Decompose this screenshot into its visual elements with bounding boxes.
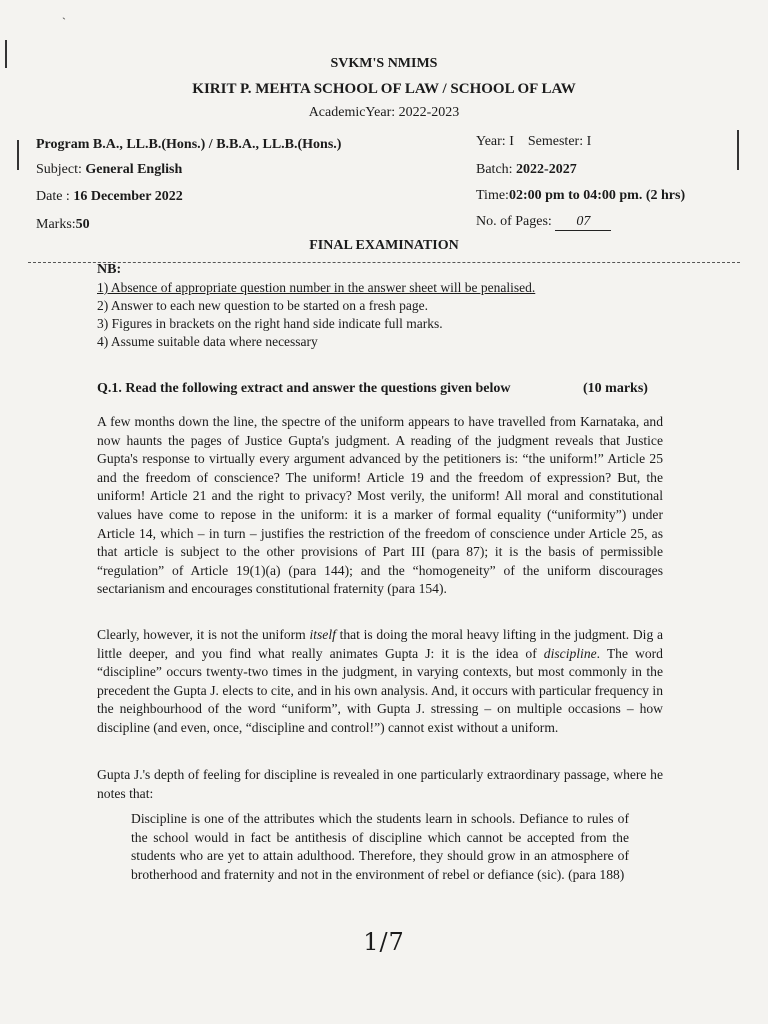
time-value: 02:00 pm to 04:00 pm. (2 hrs) [508,188,686,203]
page-number: 1/7 [363,928,405,956]
batch-label: Batch: [476,162,513,177]
exam-title: FINAL EXAMINATION [309,238,459,253]
subject-label: Subject: [36,162,82,177]
marks-line [36,217,90,233]
subject-line [36,162,182,178]
semester-label: Semester: [527,134,584,149]
year-semester-line [476,134,591,150]
p2-text-b: that is doing the moral heavy lifting in the judgment. Dig a little deeper, and you find what really animates Gupta J: it is the idea of [97,627,663,661]
scan-speck: ˏ [62,6,66,20]
batch-value: 2022-2027 [516,162,577,177]
header-divider [28,262,740,263]
date-line [36,189,183,205]
program-line [36,137,341,153]
year-value: I [509,134,514,149]
p2-emphasis-itself: itself [309,627,336,642]
academic-year: AcademicYear: 2022-2023 [308,105,460,120]
pages-value: 07 [555,214,611,231]
p2-text-c: . The word “discipline” occurs twenty-two times in the judgment, in varying contexts, but most commonly in the precedent the Gupta J. elects to cite, and in his own analysis. And, it occurs with particular frequency in the neighbourhood of the word “uniform”, with Gupta J. stressing – on multiple occasions – how discipline (and even, once, “discipline and control!”) cannot exist without a uniform. [97,645,663,735]
date-label: Date : [36,189,70,204]
pages-line [476,214,611,231]
question-marks: (10 marks) [583,381,648,396]
block-quote: Discipline is one of the attributes which the students learn in schools. Defiance to rules of the school would in fact be antithesis of discipline which cannot be accepted from the students who are yet to attain adulthood. Therefore, they should grow in an atmosphere of brotherhood and fraternity and not in the environment of rebel or defiance (sic). (para 188) [131,811,629,882]
p2-emphasis-discipline: discipline [543,645,597,661]
instruction-2: 2) Answer to each new question to be started on a fresh page. [97,298,429,313]
instruction-3: 3) Figures in brackets on the right hand side indicate full marks. [97,316,443,331]
batch-line [476,162,577,178]
pages-label: No. of Pages: [476,214,552,229]
institution-name: SVKM'S NMIMS [330,56,438,71]
semester-value: I [586,134,592,149]
extract-paragraph-1: A few months down the line, the spectre of the uniform appears to have travelled from Karnataka, and now haunts the pages of Justice Gupta's judgment. A reading of the judgment reveals that Justice Gupta's response to virtually every argument advanced by the petitioners is: “the uniform!” Article 25 and the freedom of conscience? The uniform! Article 19 and the freedom of expression? But, the uniform! Article 21 and the right to privacy? Most verily, the uniform! All moral and constitutional values have come to repose in the uniform: it is a marker of formal equality (“uniformity”) under Article 14, which – in turn – justifies the restriction of the freedom of conscience under Article 25, as that article is subject to the other provisions of Part III (para 87); it is the basis of permissible “regulation” of Article 19(1)(a) (para 144); and the “homogeneity” of the uniform discourages sectarianism and encourages constitutional fraternity (para 154). [97,414,663,597]
instructions-heading: NB: [97,262,122,277]
time-label: Time: [476,188,509,203]
program-value: B.A., LL.B.(Hons.) / B.B.A., LL.B.(Hons.) [92,137,342,152]
marks-label: Marks: [36,217,76,232]
subject-value: General English [85,162,183,177]
p2-text-a: Clearly, however, it is not the uniform [97,627,310,642]
year-label: Year: [476,134,506,149]
question-heading: Q.1. Read the following extract and answer the questions given below [97,381,511,396]
scan-edge-mark-right [737,130,739,170]
scan-edge-mark-left-2 [17,140,19,170]
date-value: 16 December 2022 [73,189,183,204]
marks-value: 50 [75,217,90,232]
instruction-4: 4) Assume suitable data where necessary [97,334,318,349]
instruction-1: 1) Absence of appropriate question number in the answer sheet will be penalised. [97,280,536,295]
school-name: KIRIT P. MEHTA SCHOOL OF LAW / SCHOOL OF LAW [192,81,576,97]
extract-paragraph-3: Gupta J.'s depth of feeling for discipline is revealed in one particularly extraordinary passage, where he notes that: [97,767,663,801]
program-label: Program [36,137,90,152]
time-line [476,188,685,204]
extract-paragraph-2 [97,626,663,738]
